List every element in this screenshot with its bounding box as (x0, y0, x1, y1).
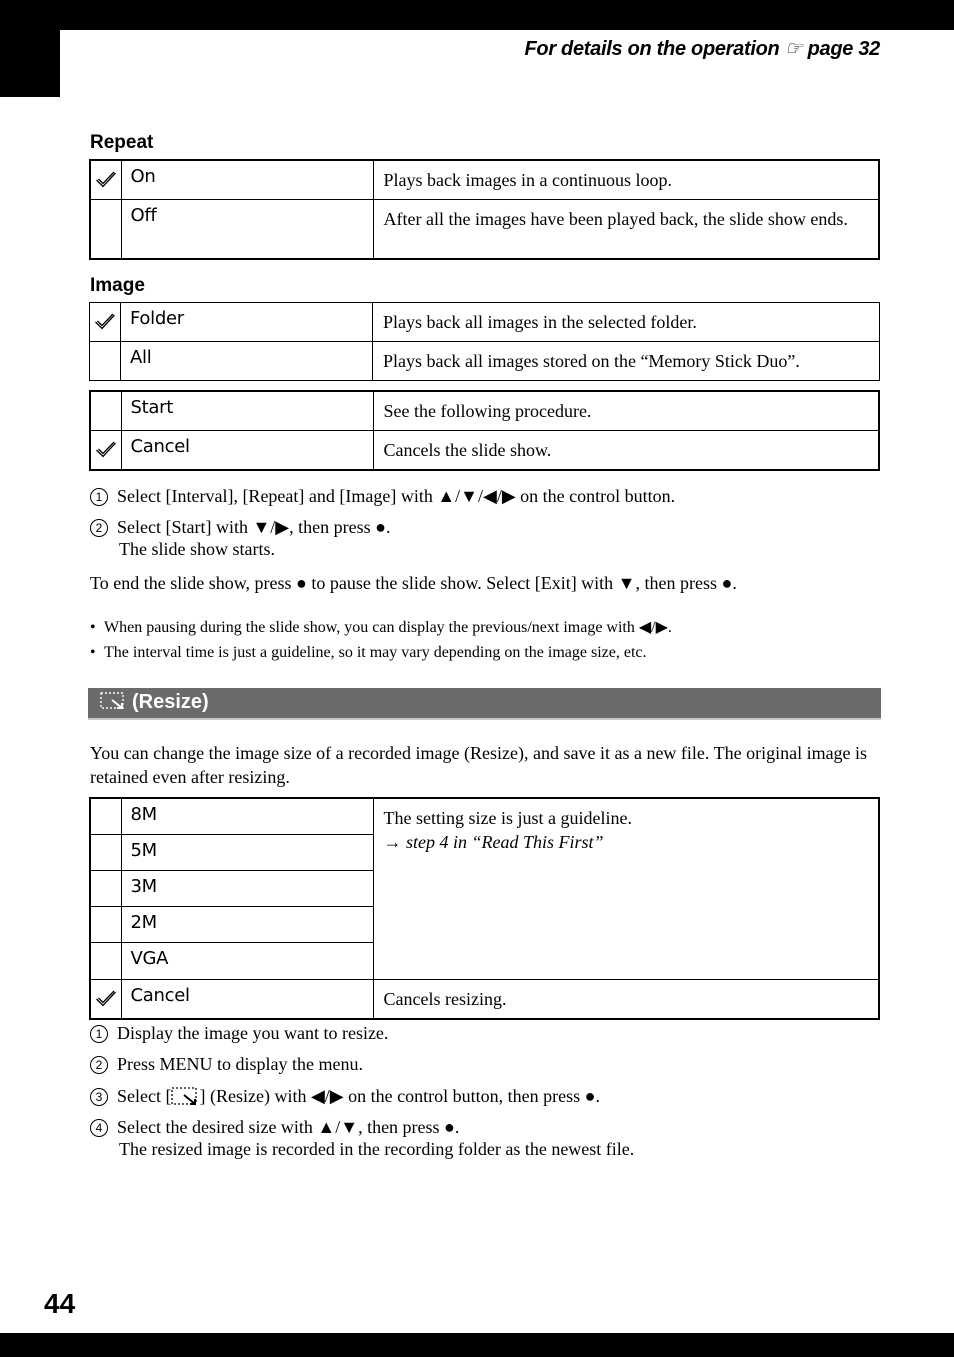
option-name: Off (121, 200, 373, 259)
bullet: • (90, 644, 96, 661)
size-name: VGA (121, 942, 373, 979)
table-row (90, 342, 880, 381)
pointing-hand-icon: ☞ (784, 38, 803, 60)
check-icon (91, 171, 121, 189)
size-desc-cell (373, 798, 879, 979)
check-cell (90, 200, 121, 259)
bottom-bar (0, 1333, 954, 1357)
note-item (90, 643, 647, 663)
option-desc: Plays back all images in the selected folder. (373, 303, 880, 342)
option-desc: Cancels resizing. (373, 979, 879, 1019)
header-ref-page: page 32 (807, 38, 880, 60)
check-cell (90, 979, 121, 1019)
option-name: All (121, 342, 373, 381)
top-bar (0, 0, 954, 30)
check-icon (90, 313, 120, 331)
check-cell (90, 942, 121, 979)
table-row (90, 798, 879, 834)
option-name: On (121, 160, 373, 200)
table-row (90, 160, 879, 200)
resize-step-2 (90, 1053, 363, 1075)
step-text-pre: Select [ (117, 1086, 172, 1106)
check-cell (90, 391, 121, 431)
check-cell (90, 342, 121, 381)
option-name: Cancel (121, 979, 373, 1019)
resize-step-4 (90, 1116, 634, 1160)
action-table (89, 390, 880, 471)
bullet: • (90, 619, 96, 636)
size-ref: → step 4 in “Read This First” (383, 832, 604, 852)
table-row (90, 200, 879, 259)
end-slideshow-text: To end the slide show, press ● to pause the slide show. Select [Exit] with ▼, then press ●. (90, 573, 737, 593)
resize-icon (171, 1085, 199, 1112)
step-text: Display the image you want to resize. (117, 1023, 389, 1043)
step-text-post: ] (Resize) with ◀/▶ on the control button, then press ●. (199, 1086, 600, 1106)
image-title: Image (90, 275, 145, 296)
size-name: 5M (121, 834, 373, 870)
step-number: 2 (90, 519, 108, 537)
step-text: Press MENU to display the menu. (117, 1054, 363, 1074)
size-name: 2M (121, 906, 373, 942)
table-row (90, 431, 879, 471)
slideshow-step-2 (90, 516, 390, 560)
resize-table (89, 797, 880, 1020)
check-icon (91, 990, 121, 1008)
check-cell (90, 303, 121, 342)
header-ref-text: For details on the operation (524, 38, 780, 60)
resize-title: (Resize) (132, 691, 209, 713)
header-reference (524, 36, 880, 61)
step-text: Select the desired size with ▲/▼, then press ●. (117, 1117, 460, 1137)
option-desc: Cancels the slide show. (373, 431, 879, 471)
option-name: Folder (121, 303, 373, 342)
check-cell (90, 798, 121, 834)
check-cell (90, 834, 121, 870)
resize-icon (100, 691, 126, 717)
page-number: 44 (44, 1288, 76, 1319)
option-name: Cancel (121, 431, 373, 471)
step-number: 2 (90, 1056, 108, 1074)
check-cell (90, 870, 121, 906)
table-row (90, 979, 879, 1019)
check-icon (91, 441, 121, 459)
note-text: When pausing during the slide show, you can display the previous/next image with ◀/▶. (104, 619, 672, 636)
note-text: The interval time is just a guideline, so it may vary depending on the image size, etc. (104, 644, 647, 661)
step-number: 1 (90, 1025, 108, 1043)
size-desc: The setting size is just a guideline. (383, 808, 632, 828)
size-name: 3M (121, 870, 373, 906)
check-cell (90, 160, 121, 200)
note-item (90, 618, 672, 638)
step-text: Select [Start] with ▼/▶, then press ●. (117, 517, 391, 537)
option-name: Start (121, 391, 373, 431)
resize-intro: You can change the image size of a recorded image (Resize), and save it as a new file. The original image is retained even after resizing. (90, 743, 868, 787)
table-row (90, 391, 879, 431)
slideshow-step-1 (90, 485, 675, 507)
step-subtext: The slide show starts. (119, 539, 275, 559)
check-cell (90, 431, 121, 471)
check-cell (90, 906, 121, 942)
side-tab (0, 0, 60, 97)
repeat-table (89, 159, 880, 260)
resize-section-header (88, 688, 881, 720)
step-text: Select [Interval], [Repeat] and [Image] with ▲/▼/◀/▶ on the control button. (117, 486, 676, 506)
step-subtext: The resized image is recorded in the recording folder as the newest file. (119, 1139, 635, 1159)
size-name: 8M (121, 798, 373, 834)
repeat-title: Repeat (90, 132, 154, 153)
step-number: 1 (90, 488, 108, 506)
table-row (90, 303, 880, 342)
step-number: 4 (90, 1119, 108, 1137)
option-desc: After all the images have been played back, the slide show ends. (373, 200, 879, 259)
step-number: 3 (90, 1088, 108, 1106)
resize-step-3 (90, 1085, 600, 1112)
image-table (89, 302, 880, 381)
resize-step-1 (90, 1022, 388, 1044)
option-desc: Plays back images in a continuous loop. (373, 160, 879, 200)
option-desc: Plays back all images stored on the “Memory Stick Duo”. (373, 342, 880, 381)
option-desc: See the following procedure. (373, 391, 879, 431)
